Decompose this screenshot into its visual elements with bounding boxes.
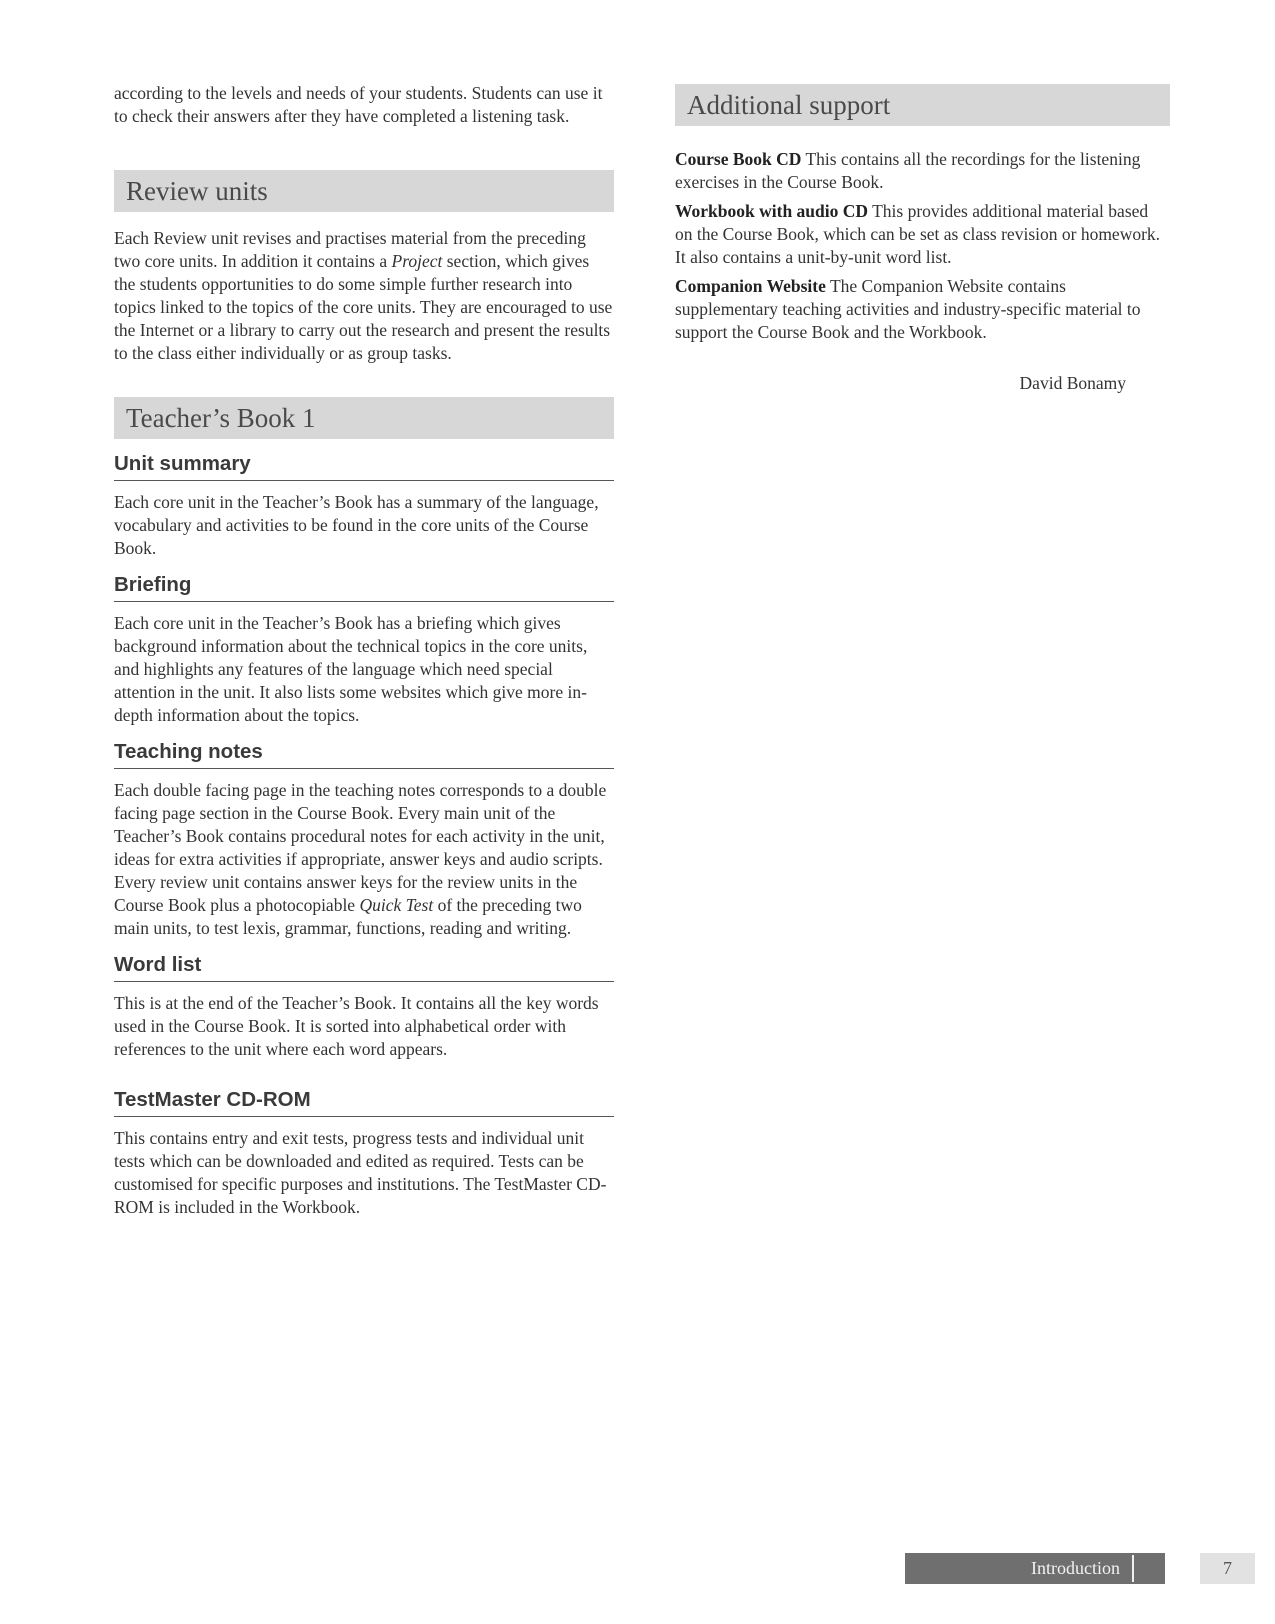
support-item-companion-website: Companion Website The Companion Website contains supplementary teaching activities and industry-specific material to support the Course Book and the Workbook. — [675, 276, 1141, 342]
unit-summary-paragraph: Each core unit in the Teacher’s Book has a summary of the language, vocabulary and activities to be found in the core units of the Course Book. — [114, 492, 599, 558]
footer-section-bar — [905, 1553, 1165, 1584]
review-units-paragraph: Each Review unit revises and practises material from the preceding two core units. In addition it contains a Project section, which gives the students opportunities to do some simple further research into topics linked to the topics of the core units. They are encouraged to use the Internet or a library to carry out the research and present the results to the class either individually or as group tasks. — [114, 228, 613, 363]
footer-divider — [1132, 1555, 1134, 1582]
support-item-workbook-audio-cd: Workbook with audio CD This provides additional material based on the Course Book, which can be set as class revision or homework. It also contains a unit-by-unit word list. — [675, 201, 1161, 267]
teaching-notes-heading: Teaching notes — [114, 739, 614, 769]
briefing-paragraph: Each core unit in the Teacher’s Book has a briefing which gives background information about the technical topics in the core units, and highlights any features of the language which need special attention in the unit. It also lists some websites which give more in-depth information about the topics. — [114, 613, 588, 725]
teaching-notes-paragraph: Each double facing page in the teaching notes corresponds to a double facing page section in the Course Book. Every main unit of the Teacher’s Book contains procedural notes for each activity in the unit, ideas for extra activities if appropriate, answer keys and audio scripts. Every review unit contains answer keys for the review units in the Course Book plus a photocopiable Quick Test of the preceding two main units, to test lexis, grammar, functions, reading and writing. — [114, 780, 607, 938]
teachers-book-heading: Teacher’s Book 1 — [114, 397, 614, 439]
testmaster-paragraph: This contains entry and exit tests, progress tests and individual unit tests which can be downloaded and edited as required. Tests can be customised for specific purposes and institutions. The TestMaster CD-ROM is included in the Workbook. — [114, 1128, 607, 1217]
additional-support-heading: Additional support — [675, 84, 1170, 126]
briefing-heading: Briefing — [114, 572, 614, 602]
footer-section-label: Introduction — [1031, 1558, 1120, 1578]
left-column — [114, 82, 614, 1219]
support-list — [675, 148, 1170, 344]
page-number: 7 — [1200, 1553, 1255, 1584]
support-item-course-book-cd: Course Book CD This contains all the recordings for the listening exercises in the Course Book. — [675, 149, 1141, 192]
unit-summary-heading: Unit summary — [114, 451, 614, 481]
word-list-paragraph: This is at the end of the Teacher’s Book. It contains all the key words used in the Course Book. It is sorted into alphabetical order with references to the unit where each word appears. — [114, 993, 599, 1059]
review-units-heading: Review units — [114, 170, 614, 212]
right-column — [675, 84, 1170, 395]
word-list-heading: Word list — [114, 952, 614, 982]
author-name: David Bonamy — [1019, 373, 1126, 393]
testmaster-heading: TestMaster CD-ROM — [114, 1087, 614, 1117]
intro-paragraph: according to the levels and needs of your students. Students can use it to check their answers after they have completed a listening task. — [114, 83, 603, 126]
